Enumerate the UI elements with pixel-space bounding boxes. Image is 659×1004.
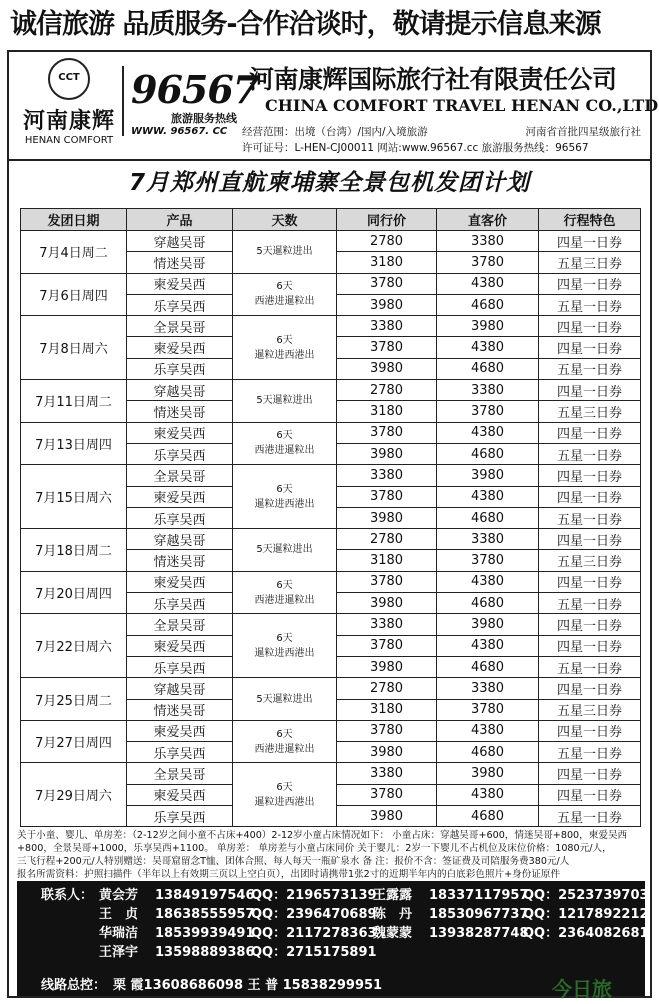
product-name: 情迷吴哥 <box>127 252 233 273</box>
retail-price: 4680 <box>437 507 539 528</box>
itinerary-feature: 四星一日券 <box>539 763 641 784</box>
column-header: 行程特色 <box>539 209 641 231</box>
hotline-logo <box>131 67 259 137</box>
trade-price: 3980 <box>337 742 437 763</box>
itinerary-feature: 四星一日券 <box>539 486 641 507</box>
product-name: 乐享吴西 <box>127 443 233 464</box>
product-name: 乐享吴西 <box>127 294 233 315</box>
hotline-url: WWW. 96567. CC <box>131 126 228 137</box>
tour-days-line: 5天暹粒进出 <box>256 246 313 258</box>
product-name: 柬爱吴西 <box>127 273 233 294</box>
product-name: 全景吴哥 <box>127 465 233 486</box>
trade-price: 3180 <box>337 252 437 273</box>
retail-price: 4380 <box>437 571 539 592</box>
company-name-cn: 河南康辉国际旅行社有限责任公司 <box>249 65 617 94</box>
tour-days <box>233 380 337 423</box>
itinerary-feature: 四星一日券 <box>539 231 641 252</box>
contact-name: 魏蒙蒙 <box>373 926 413 941</box>
retail-price: 3980 <box>437 316 539 337</box>
table-row <box>21 316 641 337</box>
tour-days <box>233 422 337 465</box>
line-control-text: 栗 霞13608686098 王 普 15838299951 <box>113 978 383 993</box>
trade-price: 3780 <box>337 273 437 294</box>
product-name: 乐享吴西 <box>127 358 233 379</box>
itinerary-feature: 五星一日券 <box>539 656 641 677</box>
itinerary-feature: 四星一日券 <box>539 571 641 592</box>
departure-date: 7月20日周四 <box>21 571 127 614</box>
tour-days-line: 6天 <box>276 728 293 740</box>
trade-price: 2780 <box>337 231 437 252</box>
departure-date: 7月18日周二 <box>21 529 127 572</box>
scope-text: 经营范围：出境（台湾）/国内/入境旅游 <box>242 126 428 138</box>
trade-price: 3380 <box>337 316 437 337</box>
note-gift: 三飞行程+200元/人特别赠送：吴哥窟留念T恤、团体合照、每人每天一瓶矿泉水 备 注：报价不含：签证费及司陪服务费380元/人 <box>17 856 570 867</box>
table-row <box>21 614 641 635</box>
tour-days-line: 西港进暹粒出 <box>254 594 315 606</box>
departure-date: 7月25日周二 <box>21 678 127 721</box>
hotline-number: 96567 <box>131 67 259 112</box>
itinerary-feature: 四星一日券 <box>539 422 641 443</box>
product-name: 柬爱吴西 <box>127 784 233 805</box>
tour-days-line: 6天 <box>276 579 293 591</box>
departure-date: 7月4日周二 <box>21 231 127 274</box>
contact-qq: QQ：2196573139 <box>251 888 377 903</box>
itinerary-feature: 四星一日券 <box>539 273 641 294</box>
product-name: 全景吴哥 <box>127 316 233 337</box>
tour-days-line: 西港进暹粒出 <box>254 296 315 308</box>
retail-price: 3980 <box>437 763 539 784</box>
trade-price: 3980 <box>337 507 437 528</box>
trade-price: 2780 <box>337 380 437 401</box>
retail-price: 3780 <box>437 699 539 720</box>
itinerary-feature: 四星一日券 <box>539 529 641 550</box>
tour-days <box>233 720 337 763</box>
product-name: 柬爱吴西 <box>127 486 233 507</box>
product-name: 乐享吴西 <box>127 656 233 677</box>
itinerary-feature: 四星一日券 <box>539 678 641 699</box>
contact-name: 王 贞 <box>99 907 139 922</box>
table-row <box>21 231 641 252</box>
departure-date: 7月29日周六 <box>21 763 127 827</box>
itinerary-feature: 四星一日券 <box>539 720 641 741</box>
itinerary-feature: 五星三日券 <box>539 550 641 571</box>
tour-days <box>233 316 337 380</box>
contact-phone: 13598889386 <box>155 945 255 960</box>
trade-price: 3980 <box>337 656 437 677</box>
retail-price: 4380 <box>437 784 539 805</box>
product-name: 全景吴哥 <box>127 614 233 635</box>
departure-date: 7月27日周四 <box>21 720 127 763</box>
retail-price: 3780 <box>437 401 539 422</box>
retail-price: 4380 <box>437 486 539 507</box>
itinerary-feature: 四星一日券 <box>539 635 641 656</box>
departure-date: 7月15日周六 <box>21 465 127 529</box>
table-row <box>21 273 641 294</box>
itinerary-feature: 五星一日券 <box>539 358 641 379</box>
retail-price: 4680 <box>437 656 539 677</box>
table-row <box>21 571 641 592</box>
product-name: 穿越吴哥 <box>127 529 233 550</box>
itinerary-feature: 五星一日券 <box>539 294 641 315</box>
contact-phone: 13849197546 <box>155 888 255 903</box>
tour-days <box>233 614 337 678</box>
trade-price: 3780 <box>337 784 437 805</box>
itinerary-feature: 四星一日券 <box>539 784 641 805</box>
contact-name: 王露露 <box>373 888 413 903</box>
tour-days <box>233 529 337 572</box>
contact-panel <box>17 881 649 1001</box>
contact-row <box>17 925 649 943</box>
trade-price: 3780 <box>337 337 437 358</box>
tour-plan-table <box>20 208 641 827</box>
itinerary-feature: 四星一日券 <box>539 380 641 401</box>
itinerary-feature: 四星一日券 <box>539 614 641 635</box>
column-header: 天数 <box>233 209 337 231</box>
retail-price: 4680 <box>437 742 539 763</box>
license-line: 许可证号：L-HEN-CJ00011 网站:www.96567.cc 旅游服务热线：96567 <box>242 142 589 154</box>
product-name: 柬爱吴西 <box>127 337 233 358</box>
itinerary-feature: 五星三日券 <box>539 699 641 720</box>
contact-name: 华瑞洁 <box>99 926 139 941</box>
trade-price: 3980 <box>337 443 437 464</box>
departure-date: 7月22日周六 <box>21 614 127 678</box>
retail-price: 3780 <box>437 252 539 273</box>
tour-days-line: 西港进暹粒出 <box>254 743 315 755</box>
retail-price: 3380 <box>437 231 539 252</box>
product-name: 柬爱吴西 <box>127 571 233 592</box>
tour-days-line: 6天 <box>276 430 293 442</box>
product-name: 穿越吴哥 <box>127 380 233 401</box>
contact-phone: 18530967737 <box>429 907 529 922</box>
tour-days <box>233 231 337 274</box>
retail-price: 4380 <box>437 337 539 358</box>
product-name: 情迷吴哥 <box>127 550 233 571</box>
product-name: 乐享吴西 <box>127 593 233 614</box>
departure-date: 7月8日周六 <box>21 316 127 380</box>
retail-price: 3380 <box>437 678 539 699</box>
trade-price: 3780 <box>337 486 437 507</box>
trade-price: 3180 <box>337 401 437 422</box>
product-name: 穿越吴哥 <box>127 231 233 252</box>
trade-price: 3380 <box>337 614 437 635</box>
tour-days <box>233 571 337 614</box>
retail-price: 3380 <box>437 380 539 401</box>
contact-label: 联系人： <box>41 888 94 903</box>
note-children: 关于小童、婴儿、单房差：（2-12岁之间小童不占床+400）2-12岁小童占床情况如下： 小童占床：穿越吴哥+600，情迷吴哥+800，柬爱吴西+800，全景吴哥+1000，乐享吴西+1100。 单房差： 单房差与小童占床同价 关于婴儿：2岁一下婴儿不占机位及床位价格：1080元/人， <box>17 830 628 854</box>
retail-price: 3780 <box>437 550 539 571</box>
retail-price: 4680 <box>437 593 539 614</box>
product-name: 柬爱吴西 <box>127 422 233 443</box>
logo-cn: 河南康辉 <box>22 109 115 134</box>
itinerary-feature: 五星一日券 <box>539 806 641 827</box>
trade-price: 3980 <box>337 593 437 614</box>
tour-days <box>233 465 337 529</box>
itinerary-feature: 五星三日券 <box>539 252 641 273</box>
tour-days-line: 6天 <box>276 632 293 644</box>
column-header: 发团日期 <box>21 209 127 231</box>
retail-price: 4380 <box>437 635 539 656</box>
tour-days-line: 暹粒进西港出 <box>254 349 315 361</box>
itinerary-feature: 五星一日券 <box>539 443 641 464</box>
tour-days <box>233 763 337 827</box>
tour-days-line: 暹粒进西港出 <box>254 796 315 808</box>
table-row <box>21 422 641 443</box>
note-documents: 报名所需资料：护照扫描件（半年以上有效期三页以上空白页），出团时请携带1张2寸的近期半年内的白底彩色照片+身份证原件 <box>17 869 561 880</box>
trade-price: 3180 <box>337 550 437 571</box>
trade-price: 3380 <box>337 465 437 486</box>
departure-date: 7月13日周四 <box>21 422 127 465</box>
contact-qq: QQ：2117278363 <box>251 926 377 941</box>
itinerary-feature: 四星一日券 <box>539 337 641 358</box>
trade-price: 3780 <box>337 635 437 656</box>
flower-emblem-icon <box>48 58 90 100</box>
retail-price: 4680 <box>437 806 539 827</box>
contact-row <box>17 944 645 962</box>
column-header: 同行价 <box>337 209 437 231</box>
tour-days-line: 6天 <box>276 281 293 293</box>
trade-price: 3980 <box>337 358 437 379</box>
tour-days <box>233 678 337 721</box>
logo-en: HENAN COMFORT <box>24 135 114 146</box>
itinerary-feature: 五星一日券 <box>539 507 641 528</box>
contact-row <box>17 906 649 924</box>
column-header: 直客价 <box>437 209 539 231</box>
tour-days-line: 6天 <box>276 483 293 495</box>
tour-days-line: 5天暹粒进出 <box>256 693 313 705</box>
tour-days-line: 5天暹粒进出 <box>256 544 313 556</box>
table-row <box>21 465 641 486</box>
table-body <box>21 231 641 827</box>
contact-name: 王泽宇 <box>99 945 139 960</box>
contact-row <box>17 887 649 905</box>
retail-price: 4380 <box>437 422 539 443</box>
divider <box>122 66 124 136</box>
contact-name: 黄会芳 <box>99 888 139 903</box>
watermark: 今日旅 <box>552 977 612 1001</box>
contact-qq: QQ：1217892212 <box>523 907 649 922</box>
table-row <box>21 763 641 784</box>
itinerary-feature: 四星一日券 <box>539 465 641 486</box>
tour-days <box>233 273 337 316</box>
table-row <box>21 529 641 550</box>
retail-price: 4380 <box>437 720 539 741</box>
header <box>9 52 659 160</box>
tour-days-line: 5天暹粒进出 <box>256 395 313 407</box>
product-name: 情迷吴哥 <box>127 401 233 422</box>
line-control-label: 线路总控： <box>41 978 107 993</box>
contact-qq: QQ：2715175891 <box>251 945 377 960</box>
retail-price: 4380 <box>437 273 539 294</box>
product-name: 柬爱吴西 <box>127 635 233 656</box>
table-row <box>21 380 641 401</box>
trade-price: 3380 <box>337 763 437 784</box>
contact-qq: QQ：2523739703 <box>523 888 649 903</box>
trade-price: 2780 <box>337 529 437 550</box>
logo-mark: CCT <box>58 72 80 83</box>
contact-phone: 18337117957 <box>429 888 529 903</box>
tour-days-line: 6天 <box>276 781 293 793</box>
product-name: 柬爱吴西 <box>127 720 233 741</box>
retail-price: 3380 <box>437 529 539 550</box>
company-logo <box>19 58 119 153</box>
trade-price: 2780 <box>337 678 437 699</box>
retail-price: 3980 <box>437 614 539 635</box>
tour-days-line: 暹粒进西港出 <box>254 498 315 510</box>
top-banner: 诚信旅游 品质服务-合作洽谈时，敬请提示信息来源 <box>10 9 601 40</box>
retail-price: 3980 <box>437 465 539 486</box>
table-row <box>21 720 641 741</box>
product-name: 全景吴哥 <box>127 763 233 784</box>
contact-phone: 18539939491 <box>155 926 255 941</box>
table-header-row <box>21 209 641 231</box>
product-name: 乐享吴西 <box>127 742 233 763</box>
itinerary-feature: 五星一日券 <box>539 593 641 614</box>
business-scope <box>242 124 645 139</box>
trade-price: 3780 <box>337 720 437 741</box>
trade-price: 3980 <box>337 294 437 315</box>
itinerary-feature: 四星一日券 <box>539 316 641 337</box>
contact-qq: QQ：2396470689 <box>251 907 377 922</box>
tour-days-line: 西港进暹粒出 <box>254 445 315 457</box>
departure-date: 7月6日周四 <box>21 273 127 316</box>
contact-qq: QQ：2364082681 <box>523 926 649 941</box>
contact-name: 陈 丹 <box>373 907 413 922</box>
header-rule <box>9 159 650 161</box>
retail-price: 4680 <box>437 358 539 379</box>
notes <box>17 829 647 881</box>
departure-date: 7月11日周二 <box>21 380 127 423</box>
product-name: 乐享吴西 <box>127 806 233 827</box>
table-row <box>21 678 641 699</box>
column-header: 产品 <box>127 209 233 231</box>
contact-phone: 18638555957 <box>155 907 255 922</box>
trade-price: 3780 <box>337 571 437 592</box>
itinerary-feature: 五星一日券 <box>539 742 641 763</box>
hotline-tag: 旅游服务热线 <box>171 112 237 125</box>
itinerary-feature: 五星三日券 <box>539 401 641 422</box>
product-name: 乐享吴西 <box>127 507 233 528</box>
trade-price: 3180 <box>337 699 437 720</box>
product-name: 穿越吴哥 <box>127 678 233 699</box>
tour-days-line: 6天 <box>276 334 293 346</box>
flyer <box>7 50 659 1001</box>
rating-text: 河南省首批四星级旅行社 <box>525 126 641 138</box>
page-title: 7月郑州直航柬埔寨全景包机发团计划 <box>128 170 530 196</box>
contact-phone: 13938287748 <box>429 926 529 941</box>
trade-price: 3780 <box>337 422 437 443</box>
retail-price: 4680 <box>437 443 539 464</box>
tour-days-line: 暹粒进西港出 <box>254 647 315 659</box>
line-control-row <box>17 977 645 995</box>
retail-price: 4680 <box>437 294 539 315</box>
company-name-en: CHINA COMFORT TRAVEL HENAN CO.,LTD <box>265 96 659 115</box>
trade-price: 3980 <box>337 806 437 827</box>
product-name: 情迷吴哥 <box>127 699 233 720</box>
